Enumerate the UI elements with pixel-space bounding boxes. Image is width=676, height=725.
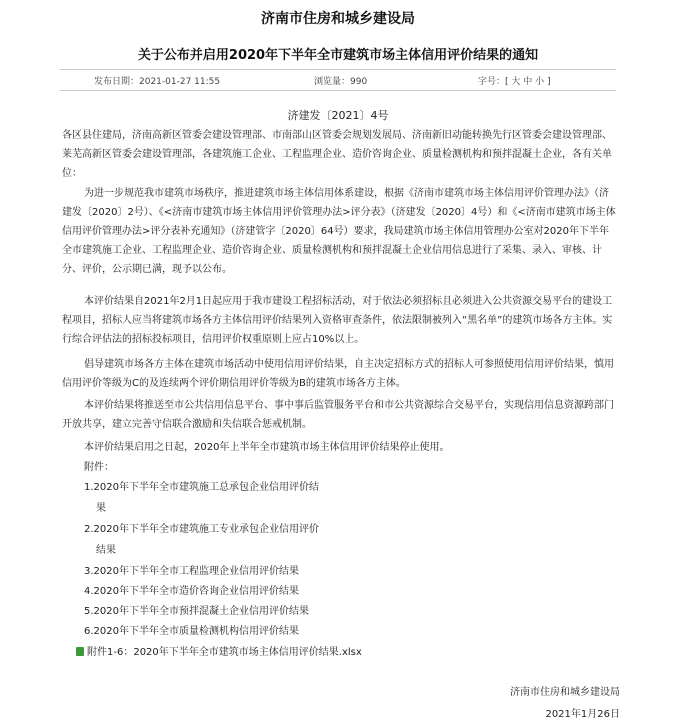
attachment-item: 5.2020年下半年全市预拌混凝土企业信用评价结果 bbox=[84, 606, 309, 617]
attachment-item: 4.2020年下半年全市造价咨询企业信用评价结果 bbox=[84, 586, 299, 597]
attachment-item: 3.2020年下半年全市工程监理企业信用评价结果 bbox=[84, 566, 299, 577]
attachment-item: 6.2020年下半年全市质量检测机构信用评价结果 bbox=[84, 626, 299, 637]
attachment-filename: 附件1-6：2020年下半年全市建筑市场主体信用评价结果.xlsx bbox=[87, 647, 362, 658]
signature-org: 济南市住房和城乡建设局 bbox=[510, 687, 620, 698]
body-paragraph: 倡导建筑市场各方主体在建筑市场活动中使用信用评价结果，自主决定招标方式的招标人可参照使用信用评价结果，慎用信用评价等级为C的及连续两个评价期信用评价等级为B的建筑市场各方主体。 bbox=[62, 359, 614, 389]
publish-date: 发布日期：2021-01-27 11:55 bbox=[94, 77, 221, 87]
addressee-paragraph: 各区县住建局，济南高新区管委会建设管理部、市南部山区管委会规划发展局、济南新旧动能转换先行区管委会建设管理部、莱芜高新区管委会建设管理部，各建筑施工企业、工程监理企业、造价咨询企业、质量检测机构和预拌混凝土企业，各有关单位： bbox=[62, 130, 612, 179]
font-size-switcher bbox=[478, 74, 551, 87]
font-size-label: 字号：[ bbox=[478, 77, 509, 87]
attachment-item-continued: 结果 bbox=[96, 545, 116, 556]
signature-date: 2021年1月26日 bbox=[545, 709, 620, 720]
org-title: 济南市住房和城乡建设局 bbox=[261, 11, 415, 27]
notice-title: 关于公布并启用2020年下半年全市建筑市场主体信用评价结果的通知 bbox=[137, 48, 539, 63]
document-number: 济建发〔2021〕4号 bbox=[287, 109, 389, 122]
view-count: 浏览量：990 bbox=[314, 77, 368, 87]
body-paragraph: 本评价结果启用之日起，2020年上半年全市建筑市场主体信用评价结果停止使用。 bbox=[84, 442, 450, 453]
body-paragraph: 本评价结果自2021年2月1日起应用于我市建设工程招标活动，对于依法必须招标且必须进入公共资源交易平台的建设工程项目，招标人应当将建筑市场各方主体信用评价结果列入资格审查条件，依法限制被列入“黑名单”的建筑市场各方主体。实行综合评估法的招标投标项目，信用评价权重原则上应占10%以上。 bbox=[62, 296, 613, 345]
attachments-heading: 附件： bbox=[84, 462, 114, 473]
font-medium-link[interactable]: 中 bbox=[523, 77, 533, 87]
font-large-link[interactable]: 大 bbox=[511, 77, 521, 87]
font-size-close: ] bbox=[547, 77, 551, 87]
attachment-item: 1.2020年下半年全市建筑施工总承包企业信用评价结 bbox=[84, 482, 319, 493]
xlsx-file-icon bbox=[76, 647, 84, 656]
body-paragraph: 为进一步规范我市建筑市场秩序，推进建筑市场主体信用体系建设，根据《济南市建筑市场主体信用评价管理办法》（济建发〔2020〕2号）、《<济南市建筑市场主体信用评价管理办法>评分表》（济建发〔2020〕4号）和《<济南市建筑市场主体信用评价管理办法>评分表补充通知》（济建管字〔2020〕64号）要求，我局建筑市场主体信用管理办公室对2020年下半年全市建筑施工企业、工程监理企业、造价咨询企业、质量检测机构和预拌混凝土企业信用信息进行了采集、录入、审核、计分、评价，公示期已满，现予以公布。 bbox=[62, 188, 616, 275]
attachment-download-link[interactable] bbox=[76, 643, 362, 658]
meta-bar bbox=[60, 69, 616, 91]
attachment-item: 2.2020年下半年全市建筑施工专业承包企业信用评价 bbox=[84, 524, 319, 535]
body-paragraph: 本评价结果将推送至市公共信用信息平台、事中事后监管服务平台和市公共资源综合交易平台，实现信用信息资源跨部门开放共享，建立完善守信联合激励和失信联合惩戒机制。 bbox=[62, 400, 614, 430]
font-small-link[interactable]: 小 bbox=[535, 77, 545, 87]
attachment-item-continued: 果 bbox=[96, 503, 106, 514]
